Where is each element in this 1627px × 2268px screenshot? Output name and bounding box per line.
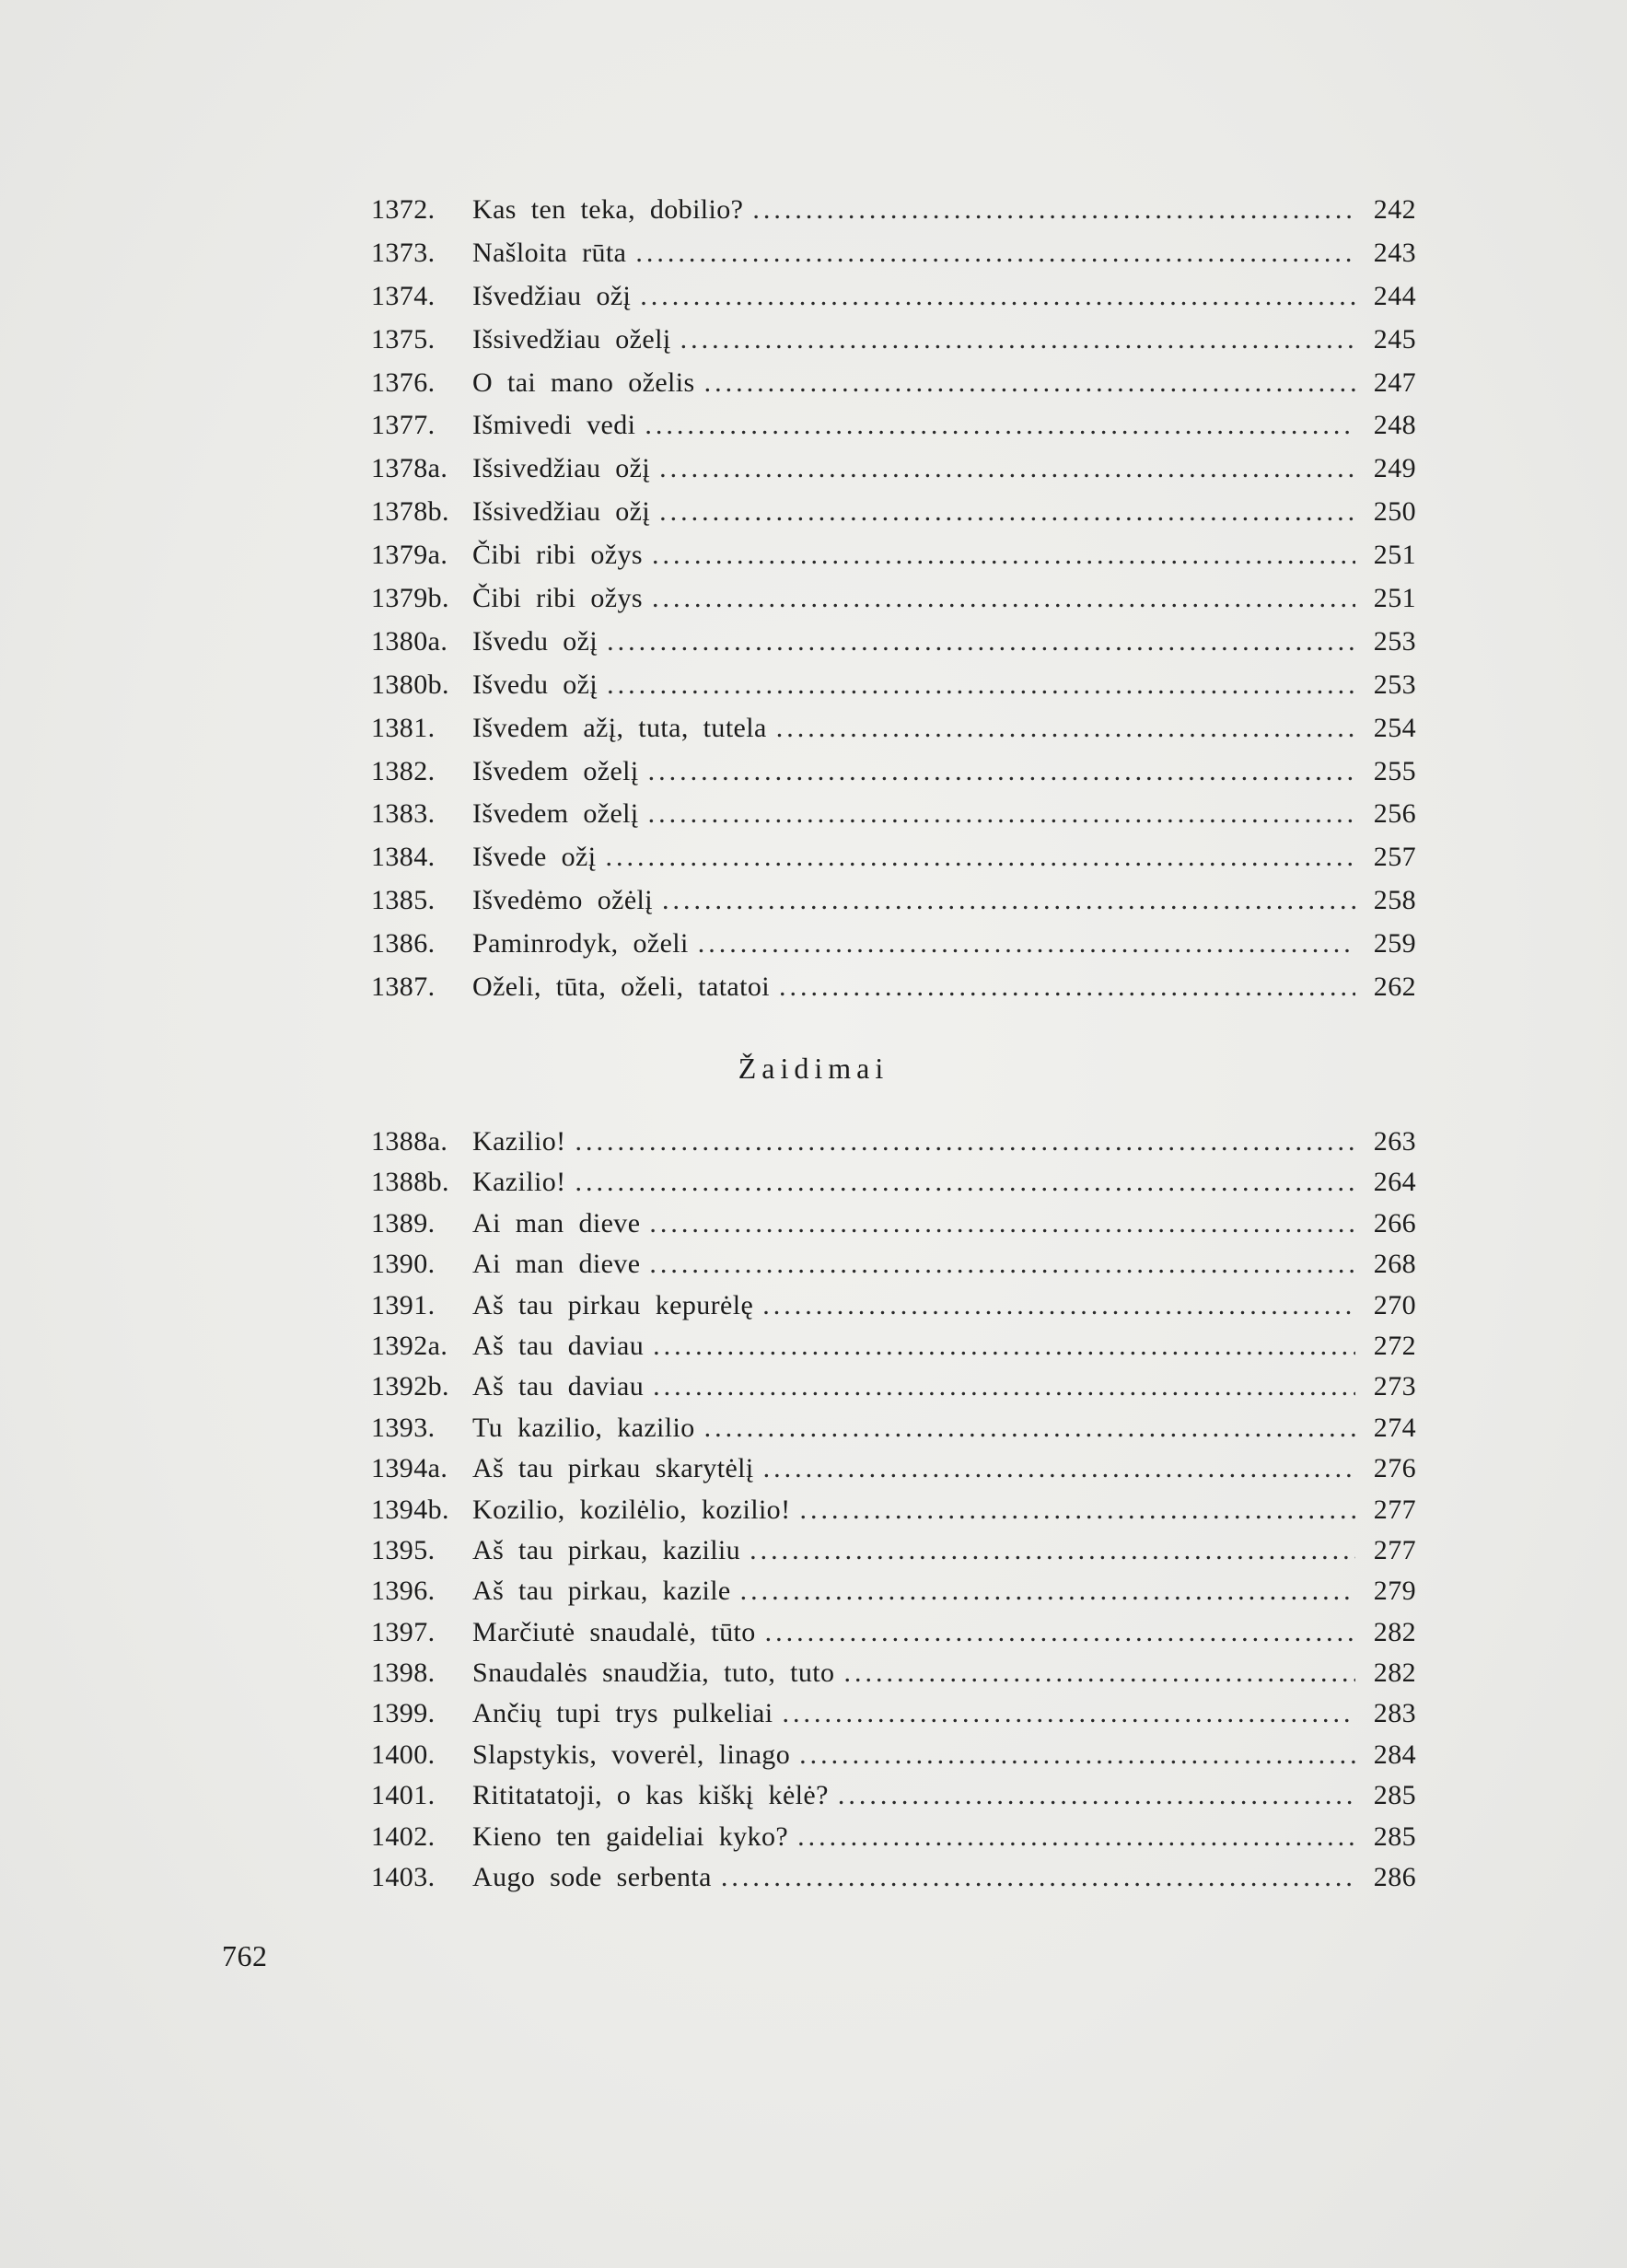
entry-page: 263 xyxy=(1373,1126,1416,1157)
toc-entry xyxy=(371,1490,1416,1530)
entry-title: Aš tau daviau xyxy=(472,1371,645,1402)
dot-leader xyxy=(653,1367,1355,1407)
dot-leader xyxy=(799,1735,1355,1775)
table-of-contents-part-1 xyxy=(371,189,1416,1009)
entry-page: 244 xyxy=(1373,280,1416,311)
entry-page: 253 xyxy=(1373,625,1416,657)
dot-leader xyxy=(607,621,1355,664)
entry-page: 270 xyxy=(1373,1289,1416,1320)
entry-title: Aš tau pirkau kepurėlę xyxy=(472,1289,754,1320)
toc-entry xyxy=(371,1367,1416,1407)
entry-number: 1376. xyxy=(371,366,436,398)
toc-entry xyxy=(371,232,1416,275)
entry-page: 251 xyxy=(1373,583,1416,614)
entry-title: Paminrodyk, oželi xyxy=(472,928,689,960)
entry-number: 1390. xyxy=(371,1249,436,1280)
entry-title: Snaudalės snaudžia, tuto, tuto xyxy=(472,1657,835,1689)
dot-leader xyxy=(605,836,1355,879)
toc-entry xyxy=(371,1693,1416,1734)
entry-title: Ai man dieve xyxy=(472,1207,641,1239)
entry-title: Išvedėmo ožėlį xyxy=(472,885,654,916)
entry-page: 268 xyxy=(1373,1249,1416,1280)
entry-page: 247 xyxy=(1373,366,1416,398)
toc-entry xyxy=(371,1571,1416,1611)
entry-page: 274 xyxy=(1373,1412,1416,1443)
dot-leader xyxy=(721,1857,1355,1898)
dot-leader xyxy=(704,362,1355,405)
entry-title: Aš tau pirkau skarytėlį xyxy=(472,1453,754,1484)
entry-number: 1387. xyxy=(371,971,436,1003)
toc-entry xyxy=(371,534,1416,577)
entry-page: 277 xyxy=(1373,1534,1416,1565)
toc-entry xyxy=(371,1162,1416,1203)
toc-entry xyxy=(371,1122,1416,1162)
entry-number: 1391. xyxy=(371,1289,436,1320)
toc-entry xyxy=(371,448,1416,491)
dot-leader xyxy=(653,1326,1355,1367)
entry-page: 285 xyxy=(1373,1820,1416,1852)
dot-leader xyxy=(750,1530,1355,1571)
entry-number: 1401. xyxy=(371,1780,436,1811)
toc-entry xyxy=(371,1735,1416,1775)
entry-title: Kieno ten gaideliai kyko? xyxy=(472,1820,789,1852)
entry-number: 1396. xyxy=(371,1576,436,1607)
entry-number: 1373. xyxy=(371,237,436,268)
entry-page: 264 xyxy=(1373,1167,1416,1198)
toc-entry xyxy=(371,966,1416,1009)
toc-entry xyxy=(371,577,1416,621)
dot-leader xyxy=(779,966,1355,1009)
toc-entry xyxy=(371,1204,1416,1244)
dot-leader xyxy=(776,707,1355,750)
entry-title: Rititatatoji, o kas kiškį kėlė? xyxy=(472,1780,829,1811)
toc-entry xyxy=(371,750,1416,794)
entry-number: 1403. xyxy=(371,1862,436,1893)
entry-page: 243 xyxy=(1373,237,1416,268)
entry-number: 1392b. xyxy=(371,1371,449,1402)
entry-title: O tai mano oželis xyxy=(472,366,695,398)
entry-number: 1381. xyxy=(371,712,436,743)
entry-number: 1394a. xyxy=(371,1453,448,1484)
toc-entry xyxy=(371,707,1416,750)
entry-number: 1378b. xyxy=(371,496,449,528)
entry-page: 283 xyxy=(1373,1698,1416,1729)
entry-number: 1394b. xyxy=(371,1494,449,1525)
entry-page: 253 xyxy=(1373,669,1416,700)
entry-number: 1379a. xyxy=(371,540,448,571)
toc-entry xyxy=(371,275,1416,319)
entry-page: 272 xyxy=(1373,1330,1416,1361)
entry-number: 1388a. xyxy=(371,1126,448,1157)
entry-title: Ai man dieve xyxy=(472,1249,641,1280)
toc-entry xyxy=(371,1775,1416,1816)
entry-title: Išvede ožį xyxy=(472,842,597,873)
entry-page: 266 xyxy=(1373,1207,1416,1239)
toc-entry xyxy=(371,1244,1416,1285)
entry-title: Išvedem oželį xyxy=(472,755,639,786)
entry-number: 1379b. xyxy=(371,583,449,614)
entry-number: 1372. xyxy=(371,194,436,225)
entry-title: Išvedem ažį, tuta, tutela xyxy=(472,712,767,743)
entry-page: 285 xyxy=(1373,1780,1416,1811)
entry-number: 1393. xyxy=(371,1412,436,1443)
toc-entry xyxy=(371,1326,1416,1367)
entry-title: Ančių tupi trys pulkeliai xyxy=(472,1698,773,1729)
toc-entry xyxy=(371,879,1416,923)
dot-leader xyxy=(649,1244,1355,1285)
entry-title: Našloita rūta xyxy=(472,237,627,268)
entry-title: Augo sode serbenta xyxy=(472,1862,712,1893)
toc-entry xyxy=(371,1285,1416,1326)
entry-page: 286 xyxy=(1373,1862,1416,1893)
entry-number: 1395. xyxy=(371,1534,436,1565)
table-of-contents-part-2 xyxy=(371,1122,1416,1898)
entry-page: 277 xyxy=(1373,1494,1416,1525)
entry-title: Aš tau pirkau, kaziliu xyxy=(472,1534,741,1565)
toc-entry xyxy=(371,1408,1416,1448)
toc-entry xyxy=(371,319,1416,362)
page-number: 762 xyxy=(222,1939,268,1972)
entry-title: Išsivedžiau oželį xyxy=(472,323,671,355)
entry-page: 284 xyxy=(1373,1739,1416,1770)
entry-title: Aš tau daviau xyxy=(472,1330,645,1361)
toc-entry xyxy=(371,404,1416,448)
entry-page: 256 xyxy=(1373,798,1416,830)
entry-page: 262 xyxy=(1373,971,1416,1003)
dot-leader xyxy=(662,879,1355,923)
dot-leader xyxy=(648,750,1355,794)
dot-leader xyxy=(843,1653,1355,1693)
entry-number: 1399. xyxy=(371,1698,436,1729)
entry-number: 1392a. xyxy=(371,1330,448,1361)
entry-page: 251 xyxy=(1373,540,1416,571)
dot-leader xyxy=(652,577,1355,621)
toc-entry xyxy=(371,836,1416,879)
dot-leader xyxy=(763,1448,1355,1489)
section-heading: Žaidimai xyxy=(738,1052,889,1085)
entry-number: 1389. xyxy=(371,1207,436,1239)
dot-leader xyxy=(765,1612,1355,1653)
entry-title: Oželi, tūta, oželi, tatatoi xyxy=(472,971,771,1003)
entry-number: 1375. xyxy=(371,323,436,355)
entry-page: 249 xyxy=(1373,453,1416,484)
entry-title: Išvedu ožį xyxy=(472,625,599,657)
dot-leader xyxy=(762,1285,1355,1326)
entry-number: 1380a. xyxy=(371,625,448,657)
entry-number: 1402. xyxy=(371,1820,436,1852)
entry-number: 1386. xyxy=(371,928,436,960)
dot-leader xyxy=(740,1571,1355,1611)
entry-title: Slapstykis, voverėl, linago xyxy=(472,1739,791,1770)
entry-number: 1398. xyxy=(371,1657,436,1689)
dot-leader xyxy=(799,1490,1355,1530)
toc-entry xyxy=(371,1817,1416,1857)
dot-leader xyxy=(838,1775,1355,1816)
entry-page: 255 xyxy=(1373,755,1416,786)
entry-page: 282 xyxy=(1373,1657,1416,1689)
entry-number: 1383. xyxy=(371,798,436,830)
dot-leader xyxy=(635,232,1355,275)
entry-title: Marčiutė snaudalė, tūto xyxy=(472,1616,756,1647)
toc-entry xyxy=(371,793,1416,836)
entry-page: 279 xyxy=(1373,1576,1416,1607)
entry-title: Čibi ribi ožys xyxy=(472,583,643,614)
toc-entry xyxy=(371,1530,1416,1571)
entry-title: Išvedu ožį xyxy=(472,669,599,700)
entry-number: 1378a. xyxy=(371,453,448,484)
entry-title: Aš tau pirkau, kazile xyxy=(472,1576,731,1607)
toc-entry xyxy=(371,923,1416,966)
entry-title: Kas ten teka, dobilio? xyxy=(472,194,744,225)
entry-page: 242 xyxy=(1373,194,1416,225)
entry-title: Kazilio! xyxy=(472,1126,566,1157)
entry-page: 282 xyxy=(1373,1616,1416,1647)
entry-page: 250 xyxy=(1373,496,1416,528)
toc-entry xyxy=(371,1653,1416,1693)
entry-number: 1388b. xyxy=(371,1167,449,1198)
dot-leader xyxy=(575,1162,1356,1203)
entry-title: Išsivedžiau ožį xyxy=(472,453,651,484)
entry-title: Kazilio! xyxy=(472,1167,566,1198)
dot-leader xyxy=(704,1408,1355,1448)
dot-leader xyxy=(648,793,1355,836)
dot-leader xyxy=(782,1693,1355,1734)
toc-entry xyxy=(371,189,1416,232)
entry-title: Išvedžiau ožį xyxy=(472,280,632,311)
toc-entry xyxy=(371,621,1416,664)
dot-leader xyxy=(659,491,1355,534)
entry-page: 276 xyxy=(1373,1453,1416,1484)
dot-leader xyxy=(797,1817,1355,1857)
entry-title: Tu kazilio, kazilio xyxy=(472,1412,695,1443)
entry-page: 248 xyxy=(1373,410,1416,441)
entry-number: 1397. xyxy=(371,1616,436,1647)
dot-leader xyxy=(607,664,1355,707)
entry-title: Išsivedžiau ožį xyxy=(472,496,651,528)
entry-title: Išmivedi vedi xyxy=(472,410,636,441)
toc-entry xyxy=(371,362,1416,405)
entry-page: 259 xyxy=(1373,928,1416,960)
dot-leader xyxy=(680,319,1355,362)
toc-entry xyxy=(371,1857,1416,1898)
entry-number: 1385. xyxy=(371,885,436,916)
dot-leader xyxy=(640,275,1355,319)
entry-page: 257 xyxy=(1373,842,1416,873)
entry-page: 254 xyxy=(1373,712,1416,743)
toc-entry xyxy=(371,664,1416,707)
toc-entry xyxy=(371,1612,1416,1653)
dot-leader xyxy=(698,923,1355,966)
entry-number: 1384. xyxy=(371,842,436,873)
dot-leader xyxy=(649,1204,1355,1244)
entry-number: 1380b. xyxy=(371,669,449,700)
dot-leader xyxy=(652,534,1355,577)
entry-number: 1382. xyxy=(371,755,436,786)
entry-title: Išvedem oželį xyxy=(472,798,639,830)
entry-page: 258 xyxy=(1373,885,1416,916)
entry-title: Čibi ribi ožys xyxy=(472,540,643,571)
entry-number: 1374. xyxy=(371,280,436,311)
dot-leader xyxy=(575,1122,1356,1162)
entry-page: 273 xyxy=(1373,1371,1416,1402)
toc-entry xyxy=(371,1448,1416,1489)
entry-title: Kozilio, kozilėlio, kozilio! xyxy=(472,1494,791,1525)
dot-leader xyxy=(659,448,1355,491)
entry-number: 1377. xyxy=(371,410,436,441)
toc-entry xyxy=(371,491,1416,534)
dot-leader xyxy=(645,404,1355,448)
dot-leader xyxy=(752,189,1355,232)
entry-page: 245 xyxy=(1373,323,1416,355)
entry-number: 1400. xyxy=(371,1739,436,1770)
